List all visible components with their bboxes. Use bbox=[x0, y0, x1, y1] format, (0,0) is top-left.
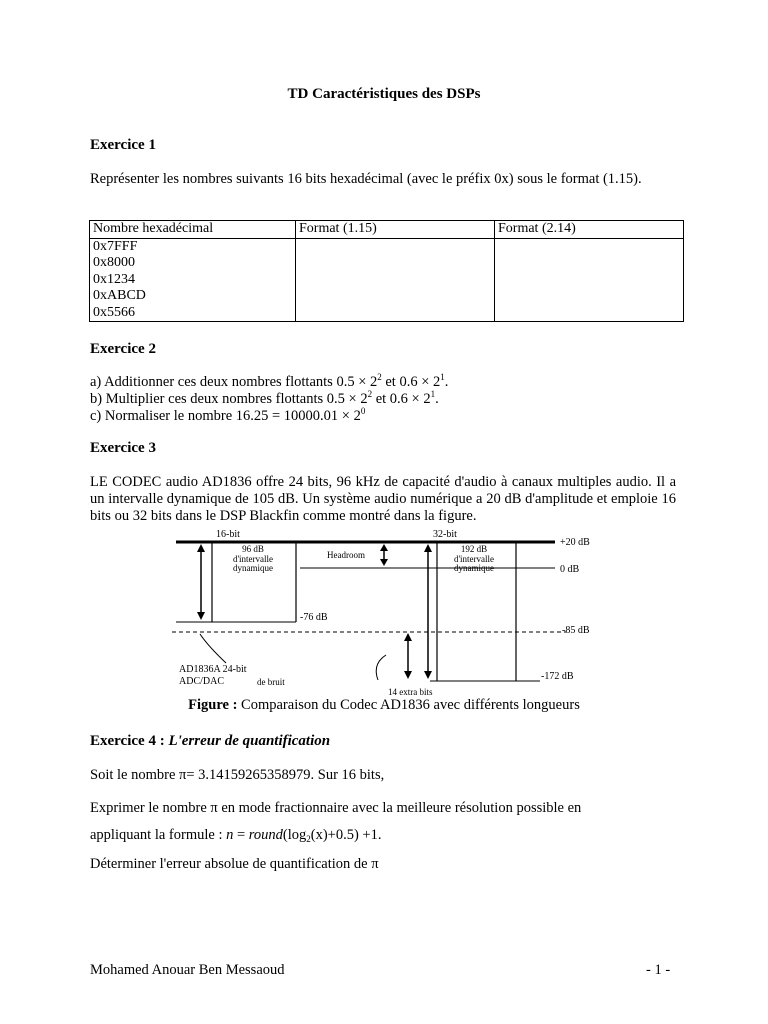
label-32-bit: 32-bit bbox=[433, 529, 457, 540]
level-minus-172-db: -172 dB bbox=[541, 671, 574, 682]
hex-value: 0x7FFF bbox=[93, 238, 138, 254]
level-minus-85-db: -85 dB bbox=[562, 625, 590, 636]
hex-value: 0xABCD bbox=[93, 288, 146, 303]
exercise-4-line1: Soit le nombre π= 3.14159265358979. Sur 16 bits, bbox=[90, 767, 385, 783]
codec-label-line2: ADC/DAC bbox=[179, 676, 225, 687]
exercise-4-line4: Déterminer l'erreur absolue de quantification de π bbox=[90, 856, 379, 872]
headroom-label: Headroom bbox=[327, 550, 365, 560]
exercise-4-formula: appliquant la formule : $n = round(\log_2(x)+0.5) +1$. bbox=[90, 827, 382, 844]
exercise-3-text: LE CODEC audio AD1836 offre 24 bits, 96 kHz de capacité d'audio à canaux multiples audio. Il a un intervalle dynamique de 105 dB. Un système audio numérique a 20 dB d'amplitude et emploie 16 bits ou 32 bits dans le DSP Blackfin comme montré dans la figure. bbox=[90, 474, 676, 524]
hex-value: 0x1234 bbox=[93, 271, 135, 287]
label-16-bit: 16-bit bbox=[216, 529, 240, 540]
level-minus-76-db: -76 dB bbox=[300, 612, 328, 623]
table-header: Format (1.15) bbox=[296, 221, 495, 239]
table-header-row bbox=[90, 221, 684, 239]
range16-line1: 96 dB bbox=[242, 544, 264, 554]
footer-author: Mohamed Anouar Ben Messaoud bbox=[90, 962, 285, 978]
table-header: Nombre hexadécimal bbox=[90, 221, 296, 239]
exercise-1-text: Représenter les nombres suivants 16 bits hexadécimal (avec le préfix 0x) sous le format (1.15). bbox=[90, 171, 642, 187]
exercise-2-heading: Exercice 2 bbox=[90, 341, 156, 357]
level-0-db: 0 dB bbox=[560, 564, 580, 575]
format-1-15-cell bbox=[296, 238, 495, 322]
codec-label-line3: de bruit bbox=[257, 677, 285, 687]
extra-bits-label: 14 extra bits bbox=[388, 687, 433, 697]
exercise-4-line2: Exprimer le nombre π en mode fractionnaire avec la meilleure résolution possible en bbox=[90, 800, 582, 816]
range32-line1: 192 dB bbox=[460, 544, 488, 554]
figure-caption: Figure : Comparaison du Codec AD1836 avec différents longueurs bbox=[188, 697, 580, 713]
codec-label-line1: AD1836A 24-bit bbox=[179, 664, 247, 675]
hex-values-cell bbox=[90, 238, 296, 322]
range16-line3: dynamique bbox=[233, 563, 273, 573]
exercise-4-heading: Exercice 4 : L'erreur de quantification bbox=[90, 733, 331, 749]
table-row bbox=[90, 238, 684, 322]
hex-value: 0x5566 bbox=[93, 304, 135, 320]
format-2-14-cell bbox=[495, 238, 684, 322]
level-plus-20-db: +20 dB bbox=[560, 537, 590, 548]
range16-line2: d'intervalle bbox=[232, 554, 274, 564]
exercise-2-item-b: b) Multiplier ces deux nombres flottants $0.5 \times 2^2$ et $0.6 \times 2^1$. bbox=[90, 389, 439, 407]
page-title: TD Caractéristiques des DSPs bbox=[287, 86, 481, 102]
range32-line2: d'intervalle bbox=[453, 554, 495, 564]
codec-dynamic-range-figure bbox=[0, 525, 768, 700]
exercise-2-item-a: a) Additionner ces deux nombres flottants $0.5 \times 2^2$ et $0.6 \times 2^1$. bbox=[90, 372, 449, 390]
page-number: - 1 - bbox=[646, 962, 671, 978]
exercise-1-heading: Exercice 1 bbox=[90, 137, 156, 153]
hex-value: 0x8000 bbox=[93, 255, 135, 270]
exercise-2-item-c: c) Normaliser le nombre $16.25 = 10000.01 \times 2^0$ bbox=[90, 406, 366, 424]
range32-line3: dynamique bbox=[454, 563, 494, 573]
table-header: Format (2.14) bbox=[495, 221, 684, 239]
exercise-3-heading: Exercice 3 bbox=[90, 440, 156, 456]
hex-format-table bbox=[89, 220, 684, 322]
